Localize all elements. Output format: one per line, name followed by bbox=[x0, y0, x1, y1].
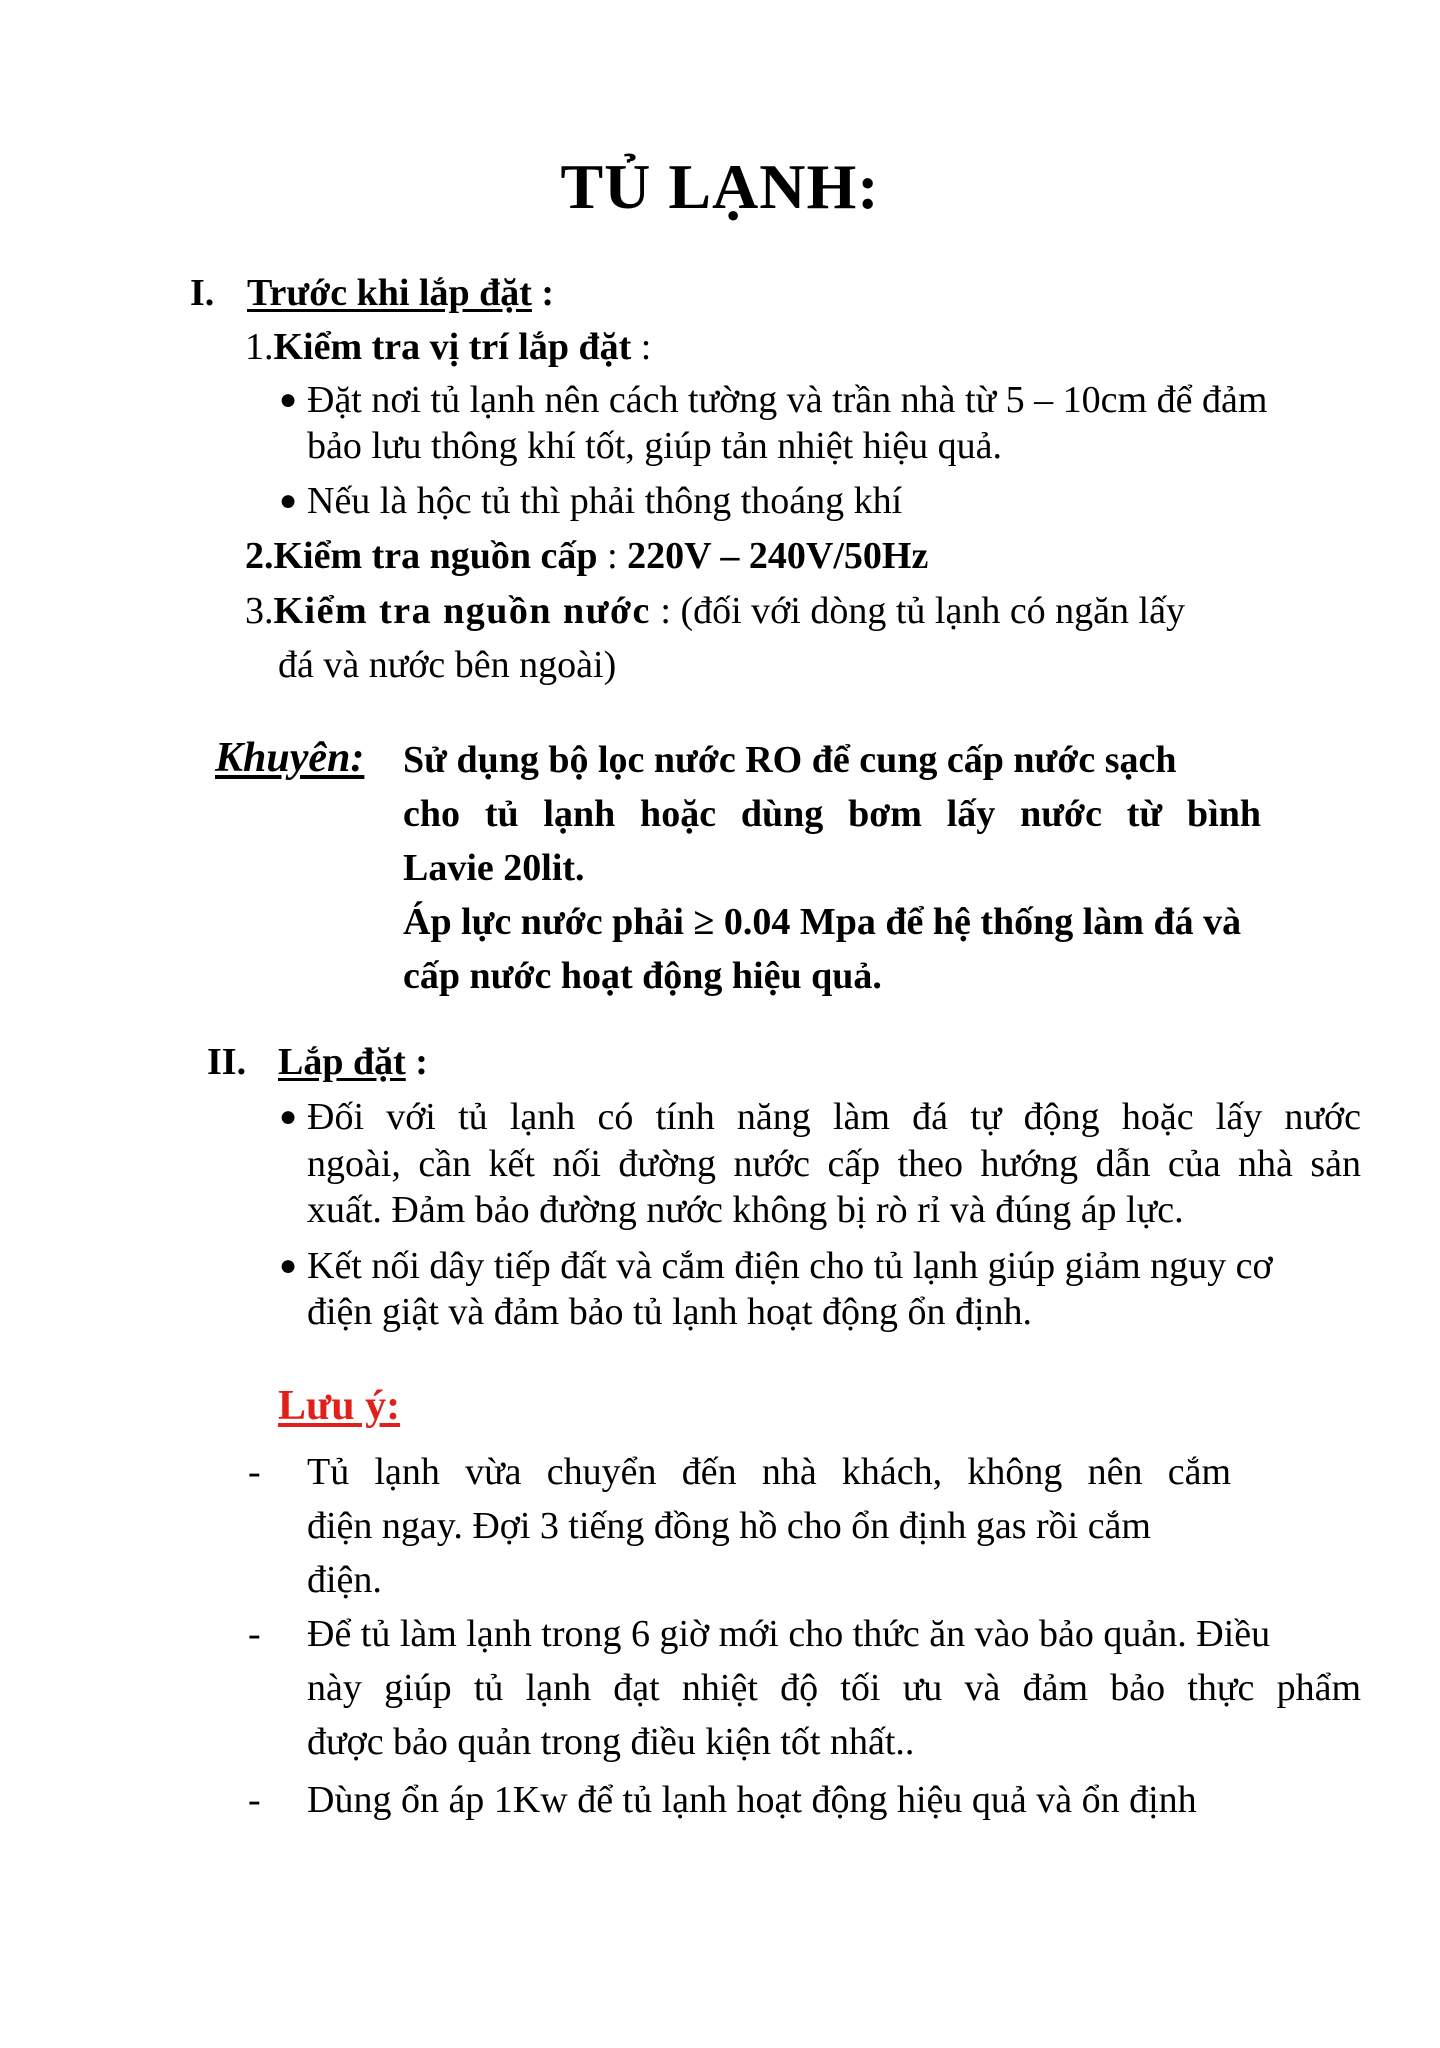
section-1-numeral: I. bbox=[190, 272, 215, 314]
note-1-line-3: điện. bbox=[307, 1559, 382, 1601]
note-2-dash: - bbox=[248, 1613, 261, 1655]
note-1-line-2: điện ngay. Đợi 3 tiếng đồng hồ cho ổn định gas rồi cắm bbox=[307, 1505, 1151, 1547]
note-3-dash: - bbox=[248, 1779, 261, 1821]
bullet-text: Đặt nơi tủ lạnh nên cách tường và trần nhà từ 5 – 10cm để đảm bbox=[307, 379, 1268, 421]
section-2-bullet-2-line-2: điện giật và đảm bảo tủ lạnh hoạt động ổn định. bbox=[307, 1291, 1033, 1333]
bullet-icon: ● bbox=[279, 484, 298, 517]
item-1-colon: : bbox=[631, 326, 652, 368]
note-1-dash: - bbox=[248, 1451, 261, 1493]
item-3-label: Kiểm tra nguồn nước bbox=[273, 590, 651, 632]
bullet-icon: ● bbox=[279, 1249, 298, 1282]
item-1-bullet-1-line-2: bảo lưu thông khí tốt, giúp tản nhiệt hiệu quả. bbox=[307, 425, 1003, 467]
item-3-line-1 bbox=[245, 589, 1185, 633]
section-2-bullet-2-line-1 bbox=[279, 1244, 1273, 1288]
bullet-text: Đối với tủ lạnh có tính năng làm đá tự động hoặc lấy nước bbox=[307, 1096, 1361, 1138]
item-3-number: 3. bbox=[245, 590, 274, 632]
section-2-bullet-1-line-2: ngoài, cần kết nối đường nước cấp theo hướng dẫn của nhà sản bbox=[307, 1143, 1361, 1185]
section-2-heading-text: Lắp đặt bbox=[278, 1041, 406, 1083]
item-3-colon: : bbox=[650, 590, 681, 632]
advice-line-1: Sử dụng bộ lọc nước RO để cung cấp nước sạch bbox=[403, 739, 1177, 781]
section-1-heading bbox=[247, 271, 554, 315]
section-1-heading-text: Trước khi lắp đặt bbox=[247, 272, 532, 314]
item-1-bullet-2 bbox=[279, 479, 902, 523]
advice-line-5: cấp nước hoạt động hiệu quả. bbox=[403, 955, 882, 997]
item-2-number: 2. bbox=[245, 535, 274, 577]
section-2-heading-colon: : bbox=[405, 1041, 428, 1083]
note-3-line-1: Dùng ổn áp 1Kw để tủ lạnh hoạt động hiệu quả và ổn định bbox=[307, 1779, 1197, 1821]
page-title: TỦ LẠNH: bbox=[560, 151, 880, 222]
note-1-line-1: Tủ lạnh vừa chuyển đến nhà khách, không nên cắm bbox=[307, 1451, 1231, 1493]
section-2-heading bbox=[278, 1040, 428, 1084]
section-2-bullet-1-line-3: xuất. Đảm bảo đường nước không bị rò rỉ và đúng áp lực. bbox=[307, 1189, 1184, 1231]
item-2-label: Kiểm tra nguồn cấp bbox=[273, 535, 598, 577]
note-2-line-1: Để tủ làm lạnh trong 6 giờ mới cho thức ăn vào bảo quản. Điều bbox=[307, 1613, 1271, 1655]
item-2-value: 220V – 240V/50Hz bbox=[627, 535, 929, 577]
item-3-text: (đối với dòng tủ lạnh có ngăn lấy bbox=[680, 590, 1185, 632]
section-2-numeral: II. bbox=[207, 1041, 247, 1083]
note-2-line-3: được bảo quản trong điều kiện tốt nhất.. bbox=[307, 1721, 915, 1763]
bullet-text: Kết nối dây tiếp đất và cắm điện cho tủ lạnh giúp giảm nguy cơ bbox=[307, 1245, 1273, 1287]
section-1-heading-colon: : bbox=[531, 272, 555, 314]
item-1-heading bbox=[245, 325, 651, 369]
item-1-label: Kiểm tra vị trí lắp đặt bbox=[273, 326, 632, 368]
advice-label: Khuyên: bbox=[215, 735, 365, 781]
advice-line-4: Áp lực nước phải ≥ 0.04 Mpa để hệ thống làm đá và bbox=[403, 901, 1242, 943]
bullet-text: Nếu là hộc tủ thì phải thông thoáng khí bbox=[307, 480, 903, 522]
item-2-colon: : bbox=[597, 535, 628, 577]
bullet-icon: ● bbox=[279, 383, 298, 416]
note-2-line-2: này giúp tủ lạnh đạt nhiệt độ tối ưu và đảm bảo thực phẩm bbox=[307, 1667, 1361, 1709]
advice-line-3: Lavie 20lit. bbox=[403, 847, 585, 889]
note-label: Lưu ý: bbox=[278, 1383, 401, 1429]
advice-line-2: cho tủ lạnh hoặc dùng bơm lấy nước từ bình bbox=[403, 793, 1261, 835]
item-1-bullet-1-line-1 bbox=[279, 378, 1267, 422]
item-2 bbox=[245, 534, 928, 578]
item-1-number: 1. bbox=[245, 326, 274, 368]
section-2-bullet-1-line-1 bbox=[279, 1095, 1361, 1139]
item-3-line-2: đá và nước bên ngoài) bbox=[278, 644, 617, 686]
bullet-icon: ● bbox=[279, 1100, 298, 1133]
